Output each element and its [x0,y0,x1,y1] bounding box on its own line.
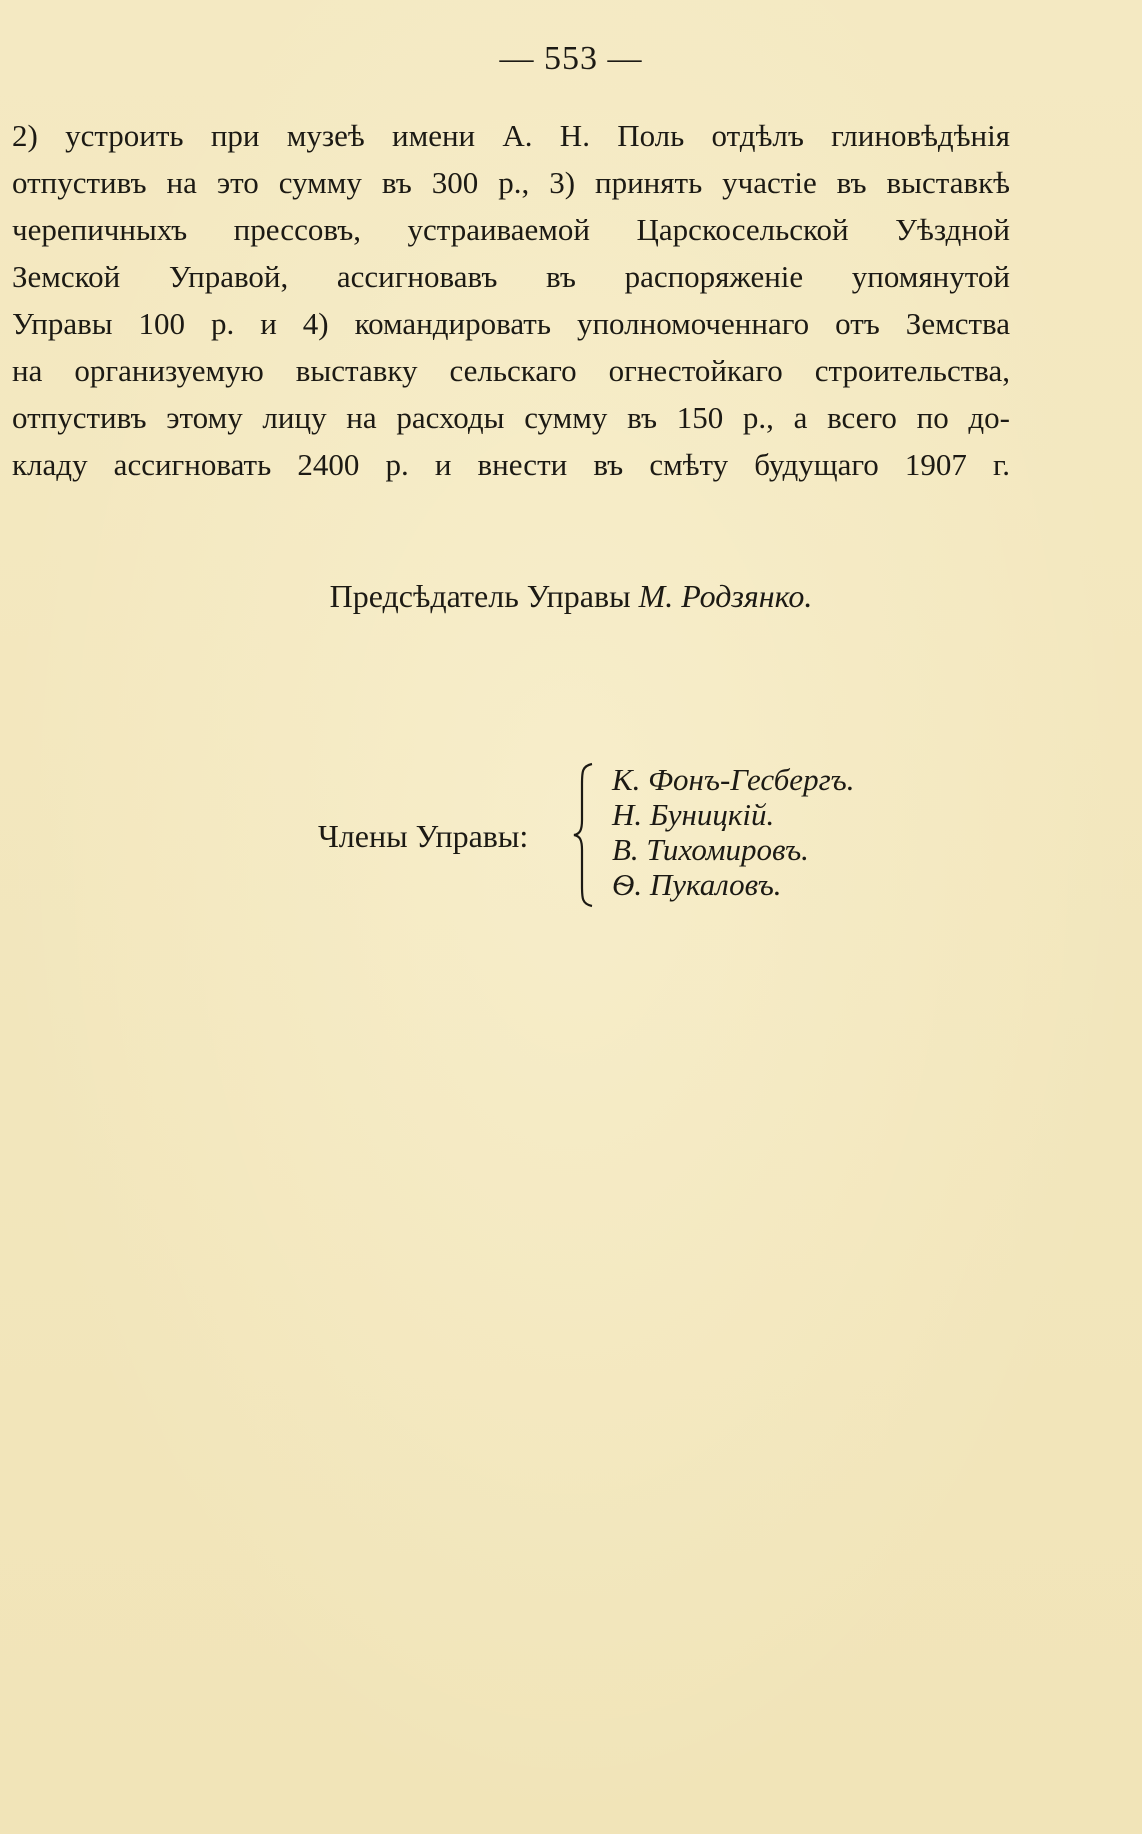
body-line: отпустивъ на это сумму въ 300 р., 3) принять участіе въ выставкѣ [12,165,1010,200]
chairman-signature: М. Родзянко. [638,578,813,614]
body-line: на организуемую выставку сельскаго огнестойкаго строительства, [12,353,1010,388]
body-paragraph [12,112,1010,488]
member-name: В. Тихомировъ. [612,832,809,867]
member-name: Н. Буницкій. [612,797,775,832]
members-label: Члены Управы: [318,818,529,854]
body-line: кладу ассигновать 2400 р. и внести въ смѣту будущаго 1907 г. [12,447,1010,482]
member-name: К. Фонъ-Гесбергъ. [612,762,855,797]
chairman-title: Предсѣдатель Управы [329,578,631,614]
members-list [612,762,855,902]
chairman-signature-line [0,578,1142,615]
member-name: Ѳ. Пукаловъ. [612,867,782,902]
body-line: Управы 100 р. и 4) командировать уполномоченнаго отъ Земства [12,306,1010,341]
body-line: черепичныхъ прессовъ, устраиваемой Царскосельской Уѣздной [12,212,1010,247]
page-number: — 553 — [499,40,643,77]
body-line: отпустивъ этому лицу на расходы сумму въ 150 р., а всего по до- [12,400,1010,435]
curly-brace [570,760,600,910]
body-line: Земской Управой, ассигновавъ въ распоряженіе упомянутой [12,259,1010,294]
body-line: 2) устроить при музеѣ имени А. Н. Поль отдѣлъ глиновѣдѣнія [12,118,1010,153]
